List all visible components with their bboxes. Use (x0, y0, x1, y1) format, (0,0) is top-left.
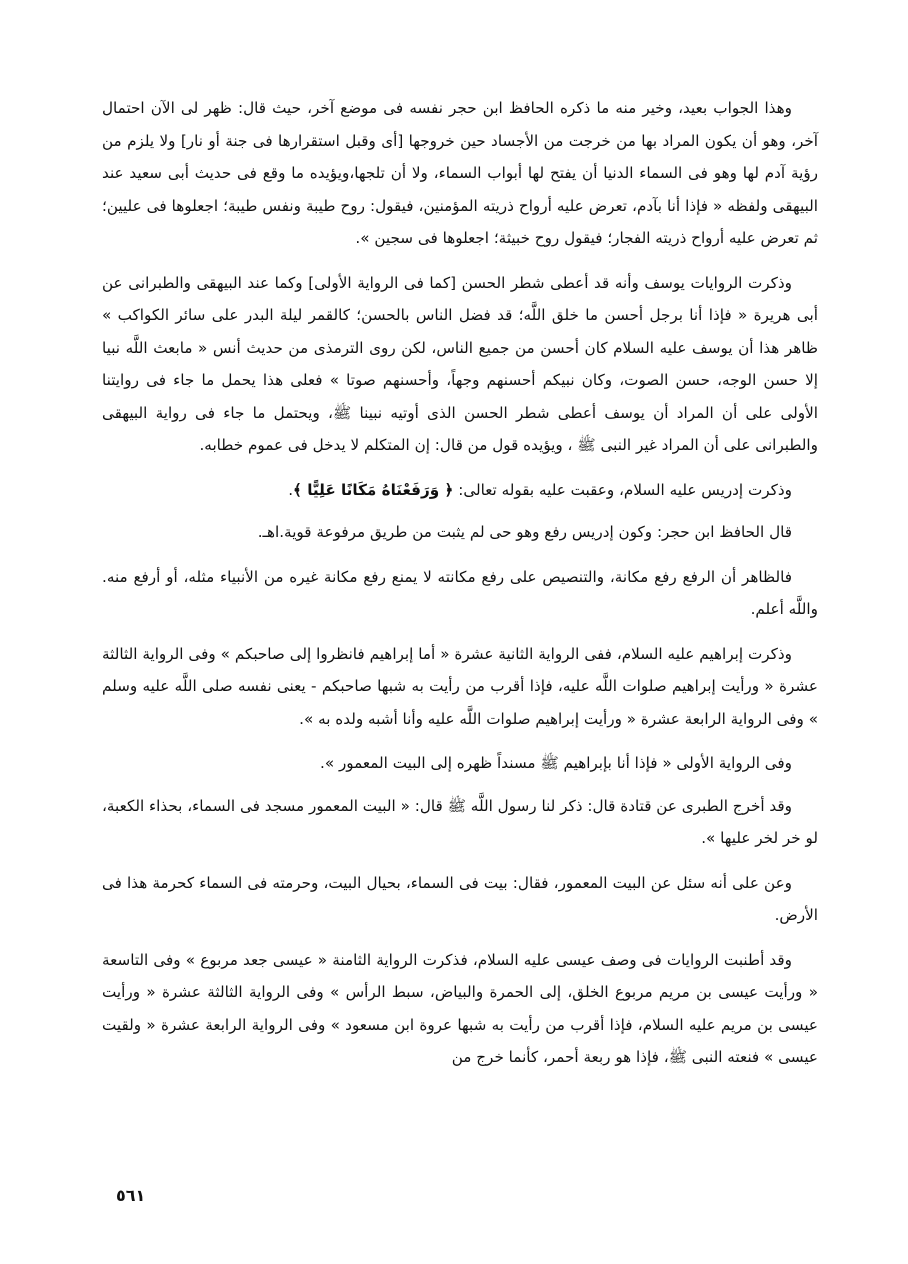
idris-text: وذكرت إدريس عليه السلام، وعقبت عليه بقوله تعالى: (453, 480, 792, 499)
paragraph-ali-bayt-mamur: وعن على أنه سئل عن البيت المعمور، فقال: بيت فى السماء، بحيال البيت، وحرمته فى السماء كحرمة هذا فى الأرض. (102, 873, 818, 924)
paragraph-ibrahim: وذكرت إبراهيم عليه السلام، ففى الرواية الثانية عشرة « أما إبراهيم فانظروا إلى صاحبكم » وفى الرواية الثالثة عشرة « ورأيت إبراهيم صلوات اللَّه عليه، فإذا أقرب من رأيت به شبها صاحبكم - يعنى نفسه صلى اللَّه عليه وسلم » وفى الرواية الرابعة عشرة « ورأيت إبراهيم صلوات اللَّه عليه وأنا أشبه ولده به ». (102, 644, 818, 728)
quran-verse: ﴿ وَرَفَعْنَاهُ مَكَانًا عَلِيًّا ﴾ (293, 480, 454, 499)
paragraph-tabari-qatada: وقد أخرج الطبرى عن قتادة قال: ذكر لنا رسول اللَّه ﷺ قال: « البيت المعمور مسجد فى السماء، بحذاء الكعبة، لو خر لخر عليها ». (102, 796, 818, 847)
paragraph-first-narration: وفى الرواية الأولى « فإذا أنا بإبراهيم ﷺ مسنداً ظهره إلى البيت المعمور ». (320, 754, 792, 772)
paragraph-yusuf-beauty: وذكرت الروايات يوسف وأنه قد أعطى شطر الحسن [كما فى الرواية الأولى] وكما عند البيهقى والطبرانى عن أبى هريرة « فإذا أنا برجل أحسن ما خلق اللَّه؛ قد فضل الناس بالحسن؛ كالقمر ليلة البدر على سائر الكواكب » ظاهر هذا أن يوسف عليه السلام كان أحسن من جميع الناس، لكن روى الترمذى من حديث أنس « مابعث اللَّه نبيا إلا حسن الوجه، حسن الصوت، وكان نبيكم أحسنهم وجهاً، وأحسنهم صوتا » فعلى هذا يحمل ما جاء فى روايتنا الأولى على أن المراد أن يوسف أعطى شطر الحسن الذى أوتيه نبينا ﷺ، ويحتمل ما جاء فى رواية البيهقى والطبرانى على أن المراد غير النبى ﷺ ، ويؤيده قول من قال: إن المتكلم لا يدخل فى عموم خطابه. (102, 273, 818, 454)
idris-text-end: . (288, 480, 294, 499)
page-body (102, 92, 818, 1086)
paragraph-isa-description: وقد أطنبت الروايات فى وصف عيسى عليه السلام، فذكرت الرواية الثامنة « عيسى جعد مربوع » وفى التاسعة « ورأيت عيسى بن مريم مربوع الخلق، إلى الحمرة والبياض، سبط الرأس » وفى الرواية الثالثة عشرة « ورأيت عيسى بن مريم عليه السلام، فإذا أقرب من رأيت به شبها عروة ابن مسعود » وفى الرواية الرابعة عشرة « ولقيت عيسى » فنعته النبى ﷺ، فإذا هو ربعة أحمر، كأنما خرج من (102, 950, 818, 1066)
paragraph-ibn-hajar-quote: قال الحافظ ابن حجر: وكون إدريس رفع وهو حى لم يثبت من طريق مرفوعة قوية.اهـ. (257, 523, 792, 541)
paragraph-idris (102, 474, 818, 507)
page-number: ٥٦١ (116, 1186, 146, 1205)
paragraph-adam-spirits: وهذا الجواب بعيد، وخير منه ما ذكره الحافظ ابن حجر نفسه فى موضع آخر، حيث قال: ظهر لى الآن احتمال آخر، وهو أن يكون المراد بها من خرجت من الأجساد حين خروجها [أى وقبل استقرارها فى جنة أو نار] ولا يلزم من رؤية آدم لها وهو فى السماء الدنيا أن يفتح لها أبواب السماء، ولا أن تلجها،ويؤيده ما وقع فى حديث أبى سعيد عند البيهقى ولفظه « فإذا أنا بآدم، تعرض عليه أرواح ذريته المؤمنين، فيقول: روح طيبة ونفس طيبة؛ اجعلوها فى عليين؛ ثم تعرض عليه أرواح ذريته الفجار؛ فيقول روح خبيثة؛ اجعلوها فى سجين ». (102, 99, 818, 247)
paragraph-raising-rank: فالظاهر أن الرفع رفع مكانة، والتنصيص على رفع مكانته لا يمنع رفع مكانة غيره من الأنبياء مثله، أو أرفع منه. واللَّه أعلم. (102, 567, 818, 618)
